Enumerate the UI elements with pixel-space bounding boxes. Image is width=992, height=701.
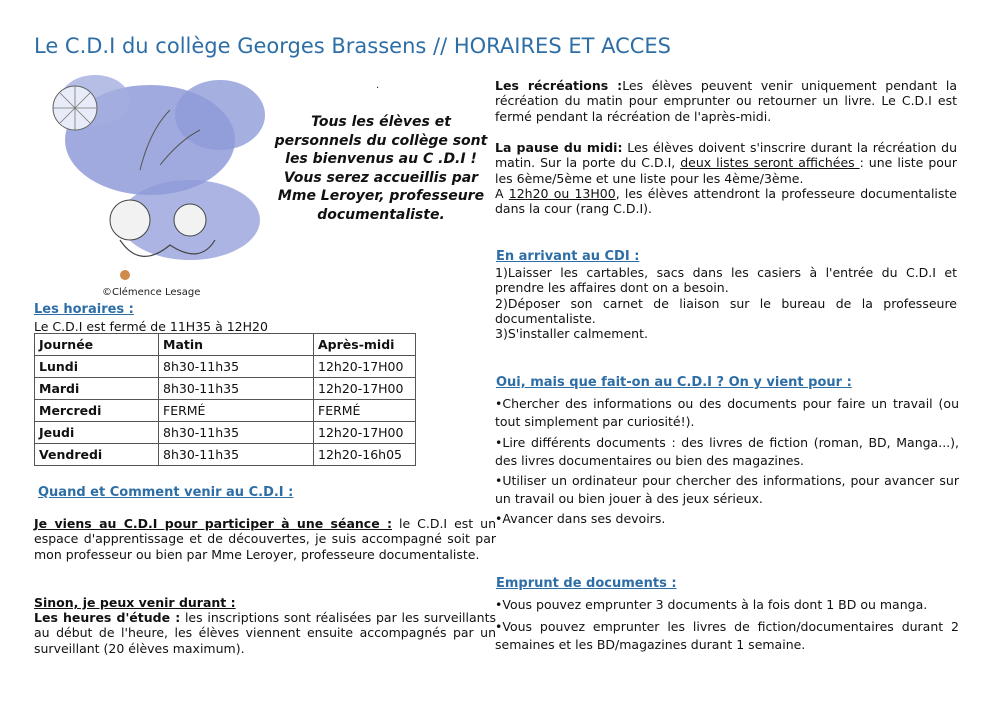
- emprunt-heading: Emprunt de documents :: [496, 576, 677, 591]
- table-header-row: [35, 334, 416, 356]
- table-row: [35, 400, 416, 422]
- table-cell: 12h20-16h05: [314, 444, 416, 466]
- pause-text: : une liste pour les 6ème/5ème et une liste pour les 4ème/3ème.: [495, 155, 957, 186]
- table-cell: 12h20-17H00: [314, 378, 416, 400]
- table-cell: 8h30-11h35: [159, 356, 314, 378]
- list-item: •Chercher des informations ou des documents pour faire un travail (ou tout simplement par curiosité!).: [495, 396, 959, 429]
- pause-label: La pause du midi:: [495, 140, 623, 155]
- list-item: •Avancer dans ses devoirs.: [495, 511, 666, 526]
- table-row: [35, 422, 416, 444]
- list-item: •Vous pouvez emprunter les livres de fiction/documentaires durant 2 semaines et les BD/magazines durant 1 semaine.: [495, 619, 959, 652]
- recreations-text: Les élèves peuvent venir uniquement pendant la récréation du matin pour emprunter ou retourner un livre. Le C.D.I est fermé pendant la récréation de l'après-midi.: [495, 78, 957, 124]
- illustration-credit: ©Clémence Lesage: [102, 287, 201, 298]
- arrivant-heading: En arrivant au CDI :: [496, 249, 640, 264]
- seance-paragraph: [34, 516, 496, 562]
- welcome-message: Tous les élèves et personnels du collège sont les bienvenus au C .D.I ! Vous serez accueillis par Mme Leroyer, professeure documentaliste.: [274, 114, 488, 223]
- hours-table: [34, 333, 416, 466]
- list-item: •Lire différents documents : des livres de fiction (roman, BD, Manga...), des livres documentaires ou bien des magazines.: [495, 435, 959, 468]
- closed-note: Le C.D.I est fermé de 11H35 à 12H20: [34, 319, 268, 334]
- table-cell: 12h20-17H00: [314, 422, 416, 444]
- list-item: •Vous pouvez emprunter 3 documents à la fois dont 1 BD ou manga.: [495, 597, 928, 612]
- table-cell: 8h30-11h35: [159, 378, 314, 400]
- list-item: 1)Laisser les cartables, sacs dans les casiers à l'entrée du C.D.I et prendre les affaires dont on a besoin.: [495, 265, 957, 296]
- table-cell: Mardi: [35, 378, 159, 400]
- etude-label: Les heures d'étude :: [34, 610, 181, 625]
- pause-times-text: 12h20 ou 13H00: [508, 185, 616, 201]
- table-cell: Mercredi: [35, 400, 159, 422]
- table-row: [35, 444, 416, 466]
- illustration: [40, 70, 276, 280]
- pause-lists-text: deux listes seront affichées: [680, 155, 860, 171]
- table-cell: FERMÉ: [159, 400, 314, 422]
- seance-text: le C.D.I est un espace d'apprentissage et de découvertes, je suis accompagné soit par mon professeur ou bien par Mme Leroyer, professeure documentaliste.: [34, 516, 496, 562]
- oui-heading: Oui, mais que fait-on au C.D.I ? On y vient pour :: [496, 375, 852, 390]
- table-header-cell: Matin: [159, 334, 314, 356]
- table-cell: Jeudi: [35, 422, 159, 444]
- table-header-cell: Journée: [35, 334, 159, 356]
- table-row: [35, 378, 416, 400]
- quand-heading: Quand et Comment venir au C.D.I :: [38, 485, 294, 500]
- table-cell: FERMÉ: [314, 400, 416, 422]
- sinon-heading: Sinon, je peux venir durant :: [34, 595, 236, 610]
- recreations-paragraph: [495, 78, 957, 124]
- horaires-heading: Les horaires :: [34, 302, 134, 317]
- list-item: 2)Déposer son carnet de liaison sur le bureau de la professeure documentaliste.: [495, 295, 957, 326]
- table-cell: 8h30-11h35: [159, 422, 314, 444]
- pause-paragraph: [495, 140, 957, 216]
- list-item: 3)S'installer calmement.: [495, 326, 648, 342]
- arrivant-steps: [495, 265, 957, 341]
- table-row: [35, 356, 416, 378]
- pause-text: Les élèves doivent s'inscrire durant la récréation du matin. Sur la porte du C.D.I,: [495, 140, 958, 171]
- stray-dot: .: [376, 80, 380, 91]
- seance-label: Je viens au C.D.I pour participer à une séance :: [34, 516, 393, 531]
- pause-text: A: [495, 185, 509, 201]
- table-cell: 8h30-11h35: [159, 444, 314, 466]
- table-header-cell: Après-midi: [314, 334, 416, 356]
- pause-text: , les élèves attendront la professeure documentaliste dans la cour (rang C.D.I).: [495, 185, 957, 217]
- recreations-label: Les récréations :: [495, 78, 623, 93]
- table-cell: Vendredi: [35, 444, 159, 466]
- etude-text: les inscriptions sont réalisées par les surveillants au début de l'heure, les élèves viennent ensuite accompagnés par un surveillant (20 élèves maximum).: [34, 610, 496, 656]
- list-item: •Utiliser un ordinateur pour chercher des informations, pour avancer sur un travail ou bien jouer à des jeux sérieux.: [495, 473, 959, 506]
- table-cell: Lundi: [35, 356, 159, 378]
- page-title: Le C.D.I du collège Georges Brassens // HORAIRES ET ACCES: [34, 34, 672, 58]
- etude-paragraph: [34, 610, 496, 656]
- table-cell: 12h20-17H00: [314, 356, 416, 378]
